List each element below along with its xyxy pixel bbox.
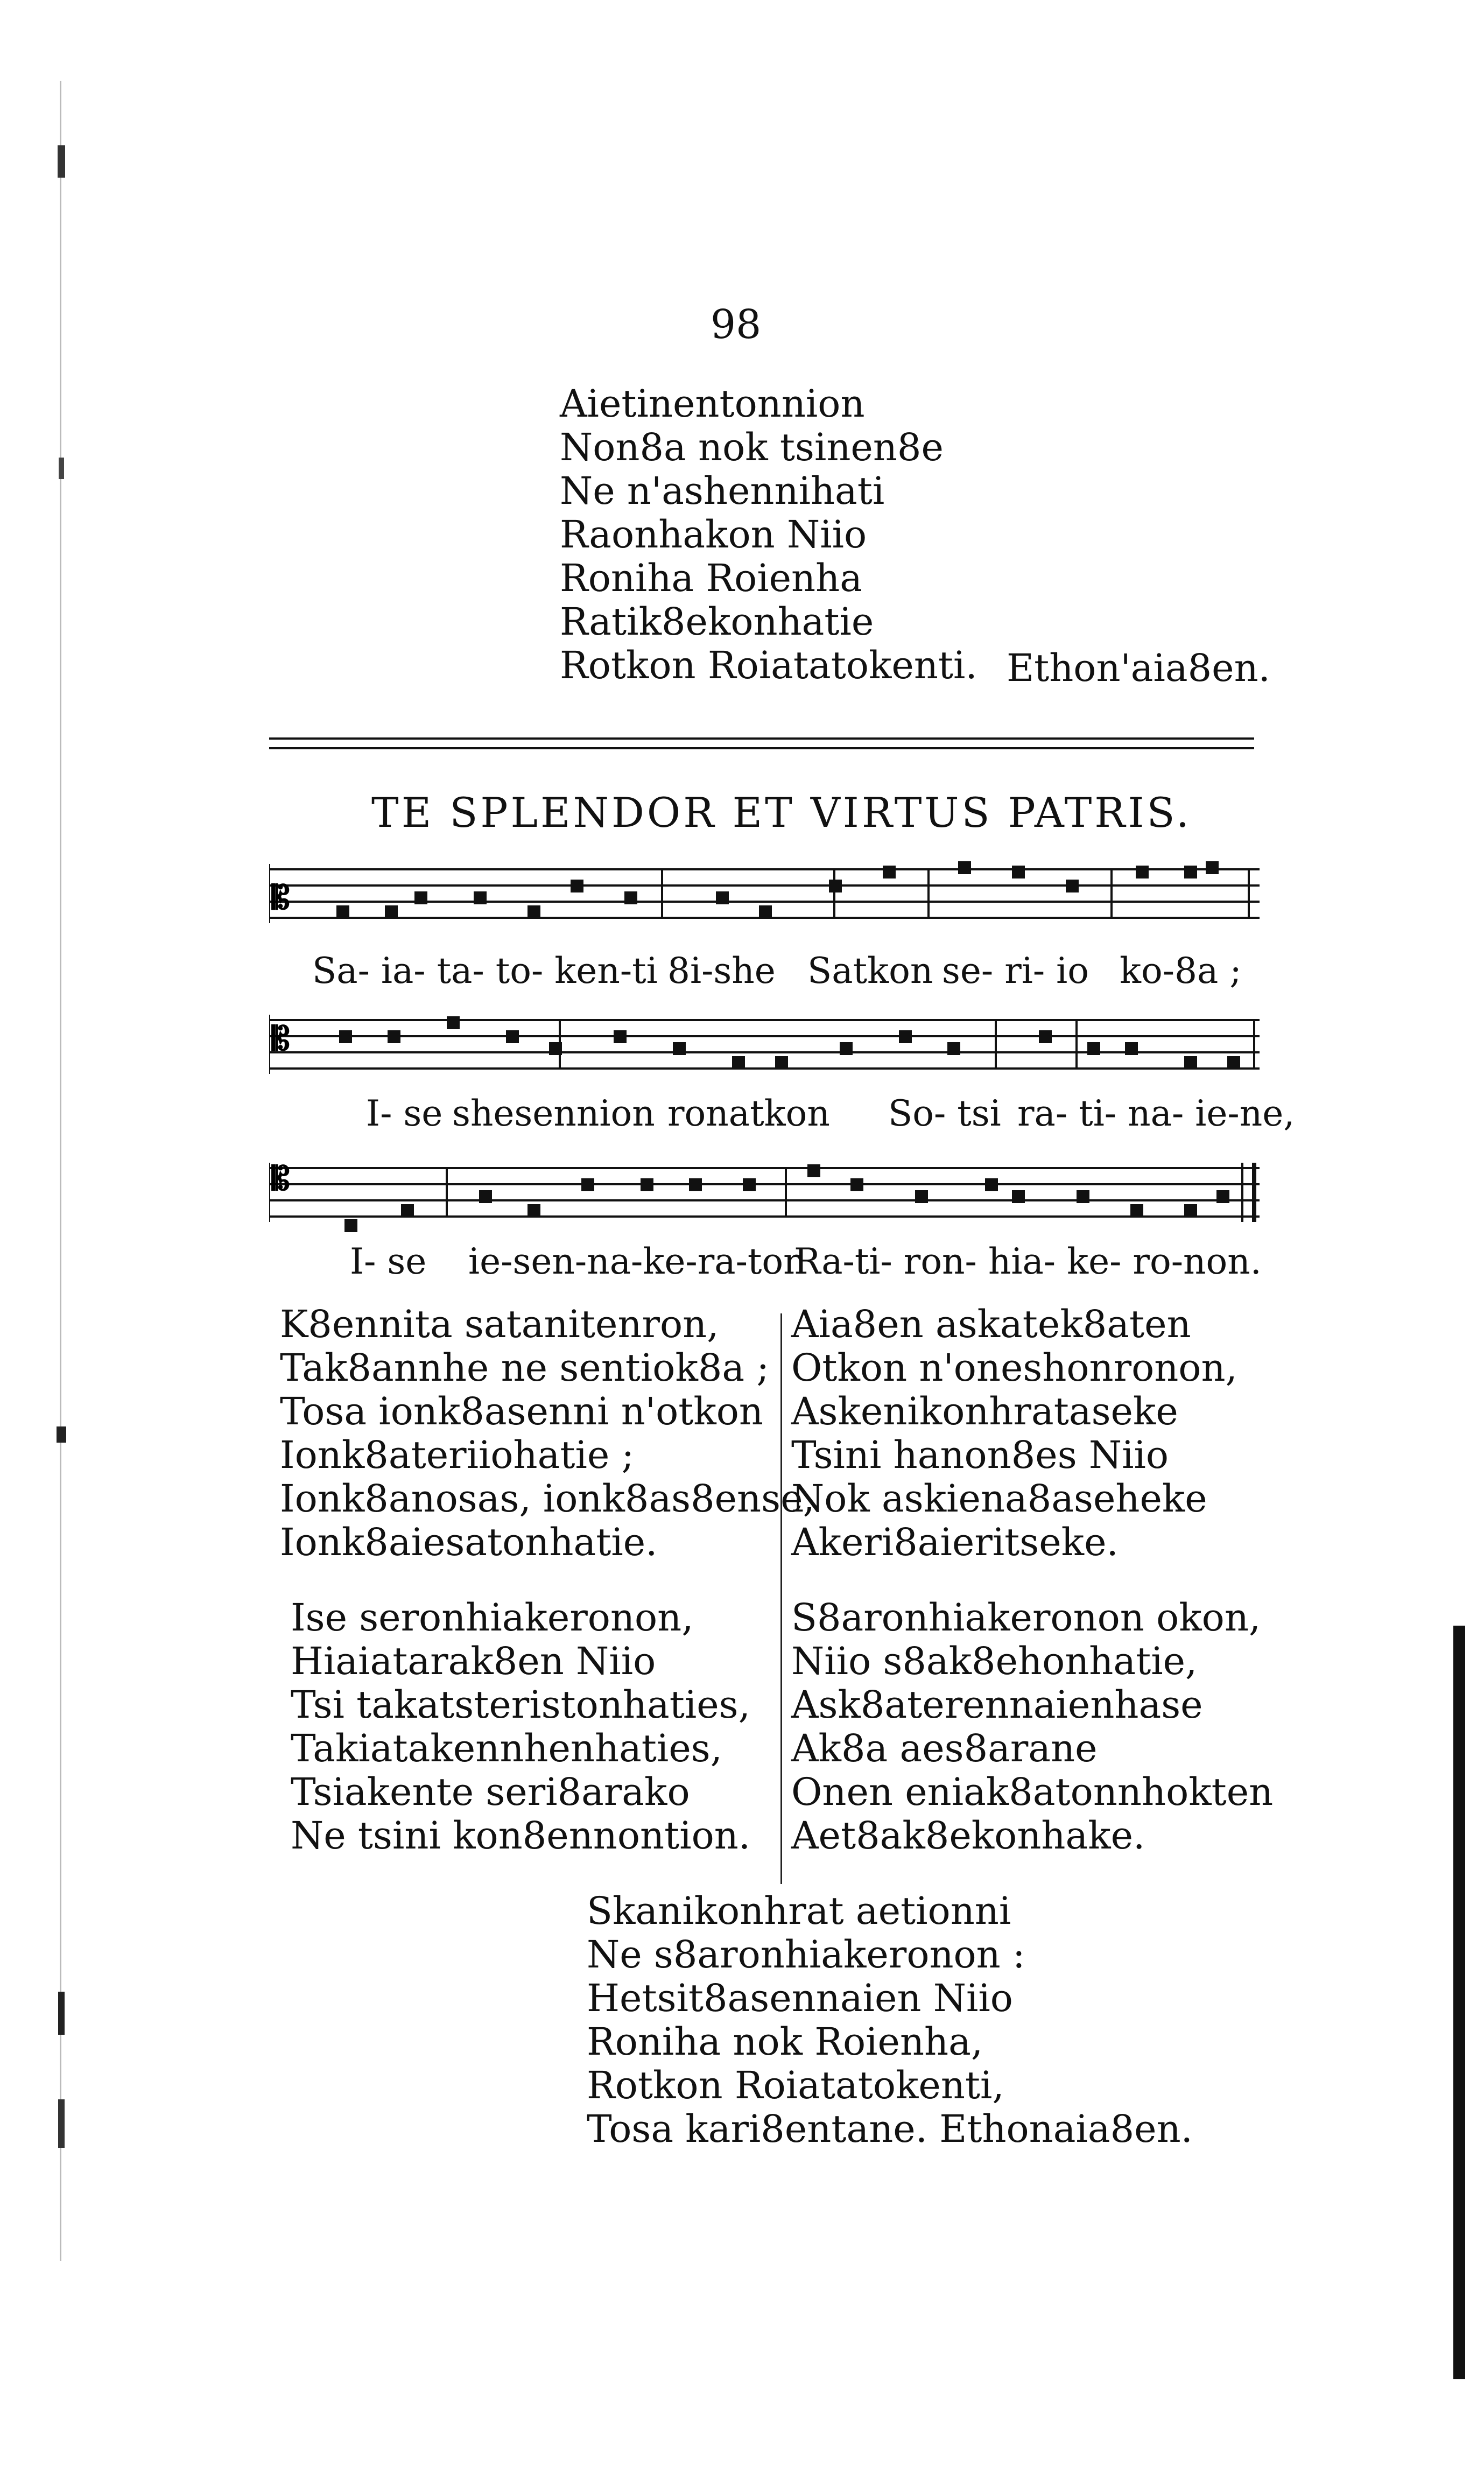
verse-right-1 [791,1303,1237,1564]
music-lyrics-2: I- se [366,1093,443,1134]
scan-edge-bar [1453,1626,1465,2379]
verse-left-1 [280,1303,815,1564]
stanza-line: Rotkon Roiatatokenti. [560,643,977,687]
verse-line: Nok askiena8aseheke [791,1477,1207,1521]
verse-line: Askenikonhrataseke [791,1389,1178,1433]
verse-line: K8ennita satanitenron, [280,1302,719,1346]
hymn-title: TE SPLENDOR ET VIRTUS PATRIS. [371,789,1192,837]
verse-line: Ne tsini kon8ennontion. [291,1814,751,1858]
verse-line: Hiaiatarak8en Niio [291,1639,656,1683]
verse-line: Tosa ionk8asenni n'otkon [280,1389,764,1433]
verse-left-2 [291,1596,750,1858]
verse-line: Takiatakennhenhaties, [291,1726,722,1770]
stanza-line: Roniha nok Roienha, [587,2020,983,2064]
verse-line: Ionk8ateriiohatie ; [280,1433,635,1477]
music-lyrics-1: Satkon [807,950,933,992]
verse-line: Ionk8aiesatonhatie. [280,1520,658,1564]
verse-line: Onen eniak8atonnhokten [791,1770,1274,1814]
music-lyrics-1: 8i-she [667,950,776,992]
stanza-line: Aietinentonnion [560,382,865,426]
stanza-line: Rotkon Roiatatokenti, [587,2063,1004,2107]
verse-line: Ise seronhiakeronon, [291,1596,694,1640]
verse-line: Aia8en askatek8aten [791,1302,1191,1346]
verse-line: Niio s8ak8ehonhatie, [791,1639,1198,1683]
opening-amen: Ethon'aia8en. [1007,646,1270,690]
verse-right-2 [791,1596,1273,1858]
music-staff-1 [269,861,1260,937]
verse-line: Otkon n'oneshonronon, [791,1346,1237,1390]
music-lyrics-3: ie-sen-na-ke-ra-ton [468,1241,806,1282]
opening-stanza [560,382,977,687]
music-lyrics-3: Ra-ti- ron- hia- ke- ro-non. [794,1241,1262,1282]
music-lyrics-1: ko-8a ; [1120,950,1242,992]
verse-line: Akeri8aieritseke. [791,1520,1119,1564]
music-lyrics-2: ra- ti- na- ie-ne, [1017,1093,1295,1134]
page-number: 98 [711,301,762,348]
svg-text:𝄡: 𝄡 [272,1160,290,1198]
stanza-line: Roniha Roienha [560,556,862,600]
stanza-line: Raonhakon Niio [560,512,867,557]
svg-text:𝄡: 𝄡 [272,879,290,917]
music-lyrics-2: So- tsi [888,1093,1001,1134]
svg-text:𝄡: 𝄡 [272,1020,290,1058]
scan-edge-marks [57,81,66,2261]
stanza-line: Non8a nok tsinen8e [560,425,944,469]
verse-line: Ak8a aes8arane [791,1726,1098,1770]
music-lyrics-3: I- se [350,1241,427,1282]
stanza-line: Ratik8ekonhatie [560,600,874,644]
verse-line: Aet8ak8ekonhake. [791,1814,1145,1858]
stanza-line: Skanikonhrat aetionni [587,1889,1011,1933]
stanza-line: Ne s8aronhiakeronon : [587,1932,1025,1977]
separator-rule [269,747,1254,749]
verse-line: S8aronhiakeronon okon, [791,1596,1261,1640]
verse-line: Ionk8anosas, ionk8as8ense, [280,1477,815,1521]
music-lyrics-2: ronatkon [667,1093,830,1134]
closing-stanza [587,1889,1193,2151]
music-lyrics-2: shesennion [452,1093,655,1134]
separator-rule [269,737,1254,740]
verse-line: Ask8aterennaienhase [791,1683,1203,1727]
verse-line: Tsi takatsteristonhaties, [291,1683,750,1727]
verse-line: Tsiakente seri8arako [291,1770,690,1814]
verse-line: Tsini hanon8es Niio [791,1433,1169,1477]
stanza-line: Ne n'ashennihati [560,469,885,513]
music-lyrics-1: se- ri- io [942,950,1089,992]
music-staff-2 [269,1012,1260,1087]
stanza-line: Tosa kari8entane. Ethonaia8en. [587,2107,1193,2151]
stanza-line: Hetsit8asennaien Niio [587,1976,1013,2020]
music-staff-3 [269,1160,1260,1235]
verse-line: Tak8annhe ne sentiok8a ; [280,1346,769,1390]
music-lyrics-1: Sa- ia- ta- to- ken-ti [312,950,658,992]
